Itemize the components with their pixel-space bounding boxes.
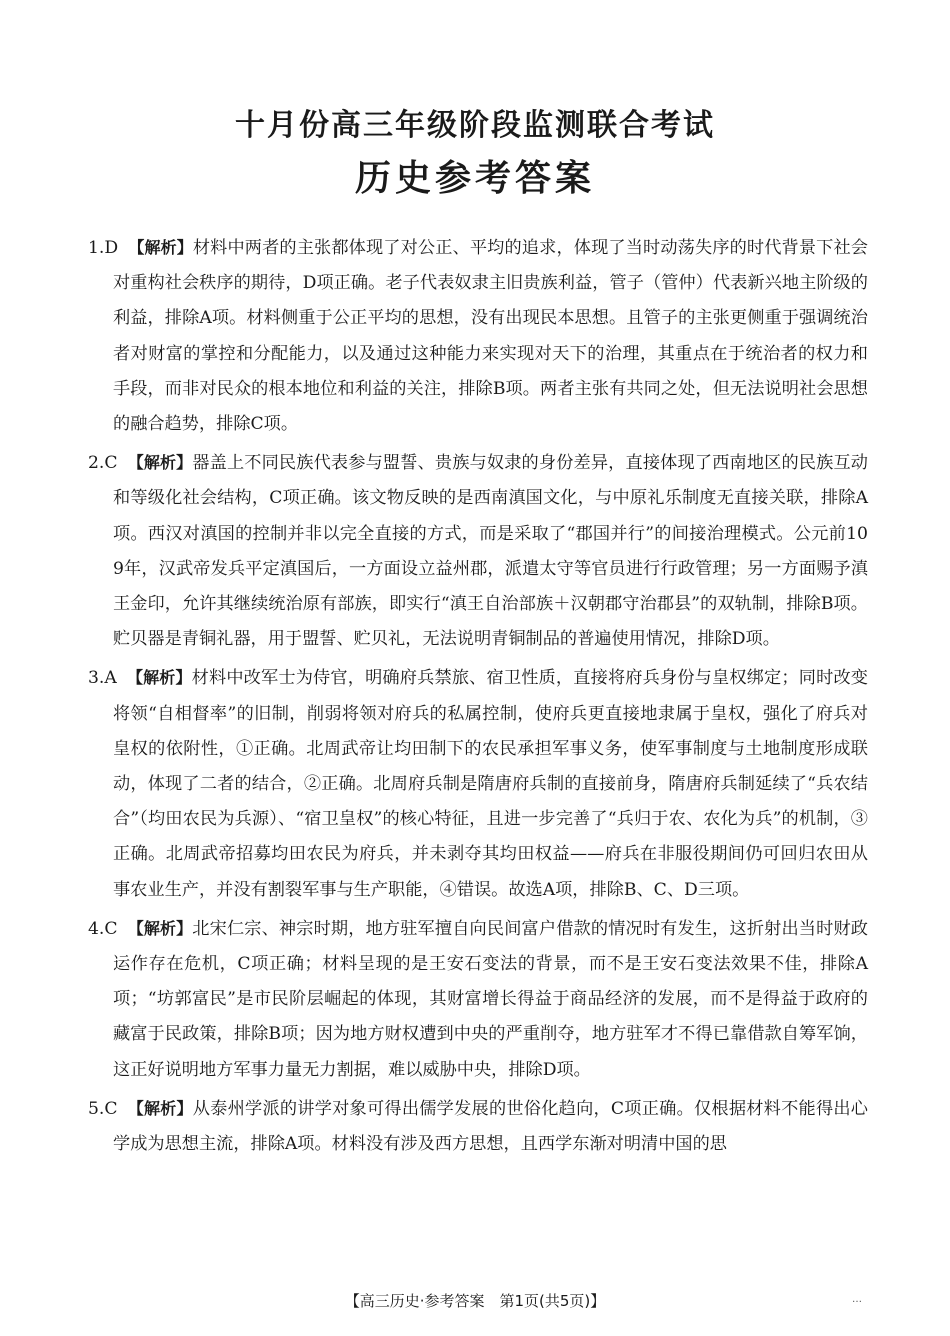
answer-explanation: 材料中两者的主张都体现了对公正、平均的追求，体现了当时动荡失序的时代背景下社会对重构社会秩序的期待，D项正确。老子代表奴隶主旧贵族利益，管子（管仲）代表新兴地主阶级的利益，排除A项。材料侧重于公正平均的思想，没有出现民本思想。且管子的主张更侧重于强调统治者对财富的掌控和分配能力，以及通过这种能力来实现对天下的治理，其重点在于统治者的权力和手段，而非对民众的根本地位和利益的关注，排除B项。两者主张有共同之处，但无法说明社会思想的融合趋势，排除C项。 [113,238,868,435]
subject-title: 历史参考答案 [354,158,595,199]
page-footer: 【高三历史·参考答案 第1页(共5页)】 [344,1292,606,1310]
analysis-tag: 【解析】 [126,668,192,688]
answer-letter: C [104,918,118,939]
answer-letter: D [104,238,119,258]
answer-letter: A [104,668,117,689]
answer-number: 5. [88,1098,105,1119]
analysis-tag: 【解析】 [127,918,193,938]
answer-letter: C [104,453,118,474]
footer-mark: … [852,1294,862,1305]
analysis-tag: 【解析】 [127,1098,193,1118]
answer-number: 2. [88,453,105,474]
answer-item-3 [88,660,868,907]
answer-number: 4. [88,918,105,939]
answer-number: 3. [88,668,105,689]
answer-list [88,230,868,1165]
answer-explanation: 从泰州学派的讲学对象可得出儒学发展的世俗化趋向，C项正确。仅根据材料不能得出心学成为思想主流，排除A项。材料没有涉及西方思想，且西学东渐对明清中国的思 [113,1098,868,1155]
exam-title: 十月份高三年级阶段监测联合考试 [235,108,715,143]
answer-item-4 [88,911,868,1088]
answer-letter: C [104,1098,118,1119]
answer-explanation: 材料中改军士为侍官，明确府兵禁旅、宿卫性质，直接将府兵身份与皇权绑定；同时改变将领“自相督率”的旧制，削弱将领对府兵的私属控制，使府兵更直接地隶属于皇权，强化了府兵对皇权的依附性，①正确。北周武帝让均田制下的农民承担军事义务，使军事制度与土地制度形成联动，体现了二者的结合，②正确。北周府兵制是隋唐府兵制的直接前身，隋唐府兵制延续了“兵农结合”（均田农民为兵源）、“宿卫皇权”的核心特征，且进一步完善了“兵归于农、农化为兵”的机制，③正确。北周武帝招募均田农民为府兵，并未剥夺其均田权益——府兵在非服役期间仍可回归农田从事农业生产，并没有割裂军事与生产职能，④错误。故选A项，排除B、C、D三项。 [113,668,868,900]
answer-explanation: 北宋仁宗、神宗时期，地方驻军擅自向民间富户借款的情况时有发生，这折射出当时财政运作存在危机，C项正确；材料呈现的是王安石变法的背景，而不是王安石变法效果不佳，排除A项；“坊郭富民”是市民阶层崛起的体现，其财富增长得益于商品经济的发展，而不是得益于政府的藏富于民政策，排除B项；因为地方财权遭到中央的严重削夺，地方驻军才不得已靠借款自筹军饷，这正好说明地方军事力量无力割据，难以威胁中央，排除D项。 [113,918,868,1080]
analysis-tag: 【解析】 [127,453,193,473]
answer-item-5 [88,1091,868,1162]
answer-explanation: 器盖上不同民族代表参与盟誓、贵族与奴隶的身份差异，直接体现了西南地区的民族互动和等级化社会结构，C项正确。该文物反映的是西南滇国文化，与中原礼乐制度无直接关联，排除A项。西汉对滇国的控制并非以完全直接的方式，而是采取了“郡国并行”的间接治理模式。公元前109年，汉武帝发兵平定滇国后，一方面设立益州郡，派遣太守等官员进行行政管理；另一方面赐予滇王金印，允许其继续统治原有部族，即实行“滇王自治部族＋汉朝郡守治郡县”的双轨制，排除B项。贮贝器是青铜礼器，用于盟誓、贮贝礼，无法说明青铜制品的普遍使用情况，排除D项。 [113,453,868,650]
answer-item-1 [88,230,868,442]
answer-item-2 [88,445,868,657]
answer-number: 1. [88,238,105,258]
analysis-tag: 【解析】 [128,238,193,257]
